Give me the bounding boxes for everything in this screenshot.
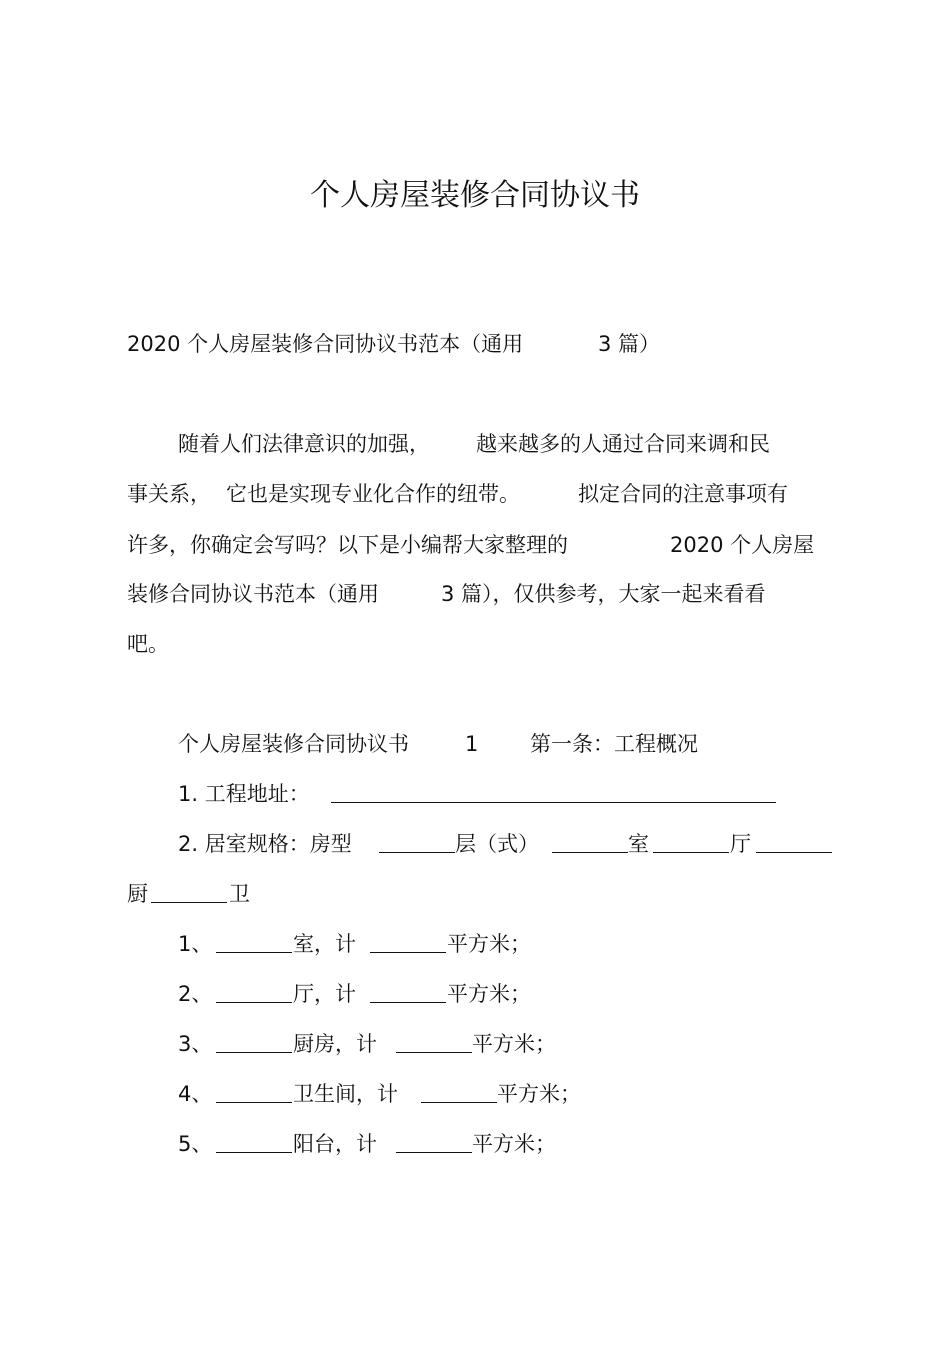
item2-bath-text: 卫 (229, 882, 250, 906)
room5-text: 阳台，计 (293, 1132, 377, 1156)
intro-line-4b: 3 篇），仅供参考，大家一起来看看 (441, 582, 766, 606)
intro-line-3b: 2020 个人房屋 (670, 533, 815, 557)
room1-area-blank[interactable] (370, 930, 446, 960)
room2-text: 厅，计 (293, 982, 356, 1006)
item2-floor-text: 层（式） (455, 832, 539, 856)
room4-count-blank[interactable] (216, 1080, 292, 1110)
room2-count-blank[interactable] (216, 980, 292, 1010)
subtitle-count: 3 篇） (598, 332, 661, 356)
room3-count-blank[interactable] (216, 1030, 292, 1060)
room5-area-blank[interactable] (396, 1130, 472, 1160)
section-number: 1 (465, 732, 479, 756)
section-name: 个人房屋装修合同协议书 (178, 732, 409, 756)
room2-area-blank[interactable] (370, 980, 446, 1010)
intro-line-2b: 它也是实现专业化合作的纽带。 (226, 482, 520, 506)
item2-kitchen-text: 厨 (127, 882, 148, 906)
room5-num: 5、 (178, 1132, 213, 1156)
room4-unit: 平方米； (497, 1082, 581, 1106)
intro-line-4a: 装修合同协议书范本（通用 (127, 582, 379, 606)
item1-label: 1. 工程地址： (178, 782, 310, 806)
room5-unit: 平方米； (472, 1132, 556, 1156)
room3-area-blank[interactable] (396, 1030, 472, 1060)
room1-count-blank[interactable] (216, 930, 292, 960)
room3-num: 3、 (178, 1032, 213, 1056)
floor-type-blank[interactable] (379, 830, 455, 860)
room4-num: 4、 (178, 1082, 213, 1106)
room5-count-blank[interactable] (216, 1130, 292, 1160)
intro-line-3a: 许多，你确定会写吗？以下是小编帮大家整理的 (127, 533, 568, 557)
subtitle-main: 2020 个人房屋装修合同协议书范本（通用 (127, 332, 524, 356)
intro-line-5: 吧。 (127, 632, 169, 656)
intro-line-2c: 拟定合同的注意事项有 (578, 482, 788, 506)
document-title: 个人房屋装修合同协议书 (310, 178, 640, 213)
room3-text: 厨房，计 (293, 1032, 377, 1056)
intro-line-1a: 随着人们法律意识的加强， (178, 432, 430, 456)
item2-label: 2. 居室规格：房型 (178, 832, 352, 856)
room1-num: 1、 (178, 932, 213, 956)
intro-line-2a: 事关系， (127, 482, 211, 506)
room2-num: 2、 (178, 982, 213, 1006)
kitchen-count-blank[interactable] (756, 830, 832, 860)
intro-line-1b: 越来越多的人通过合同来调和民 (476, 432, 770, 456)
hall-count-blank[interactable] (653, 830, 729, 860)
room4-area-blank[interactable] (421, 1080, 497, 1110)
item2-hall-text: 厅 (730, 832, 751, 856)
item2-room-text: 室 (628, 832, 649, 856)
room4-text: 卫生间，计 (293, 1082, 398, 1106)
room-count-blank[interactable] (552, 830, 628, 860)
room1-unit: 平方米； (447, 932, 531, 956)
room3-unit: 平方米； (472, 1032, 556, 1056)
bath-count-blank[interactable] (151, 880, 227, 910)
room1-text: 室，计 (293, 932, 356, 956)
address-blank[interactable] (331, 780, 776, 810)
room2-unit: 平方米； (447, 982, 531, 1006)
article-heading: 第一条：工程概况 (530, 732, 698, 756)
